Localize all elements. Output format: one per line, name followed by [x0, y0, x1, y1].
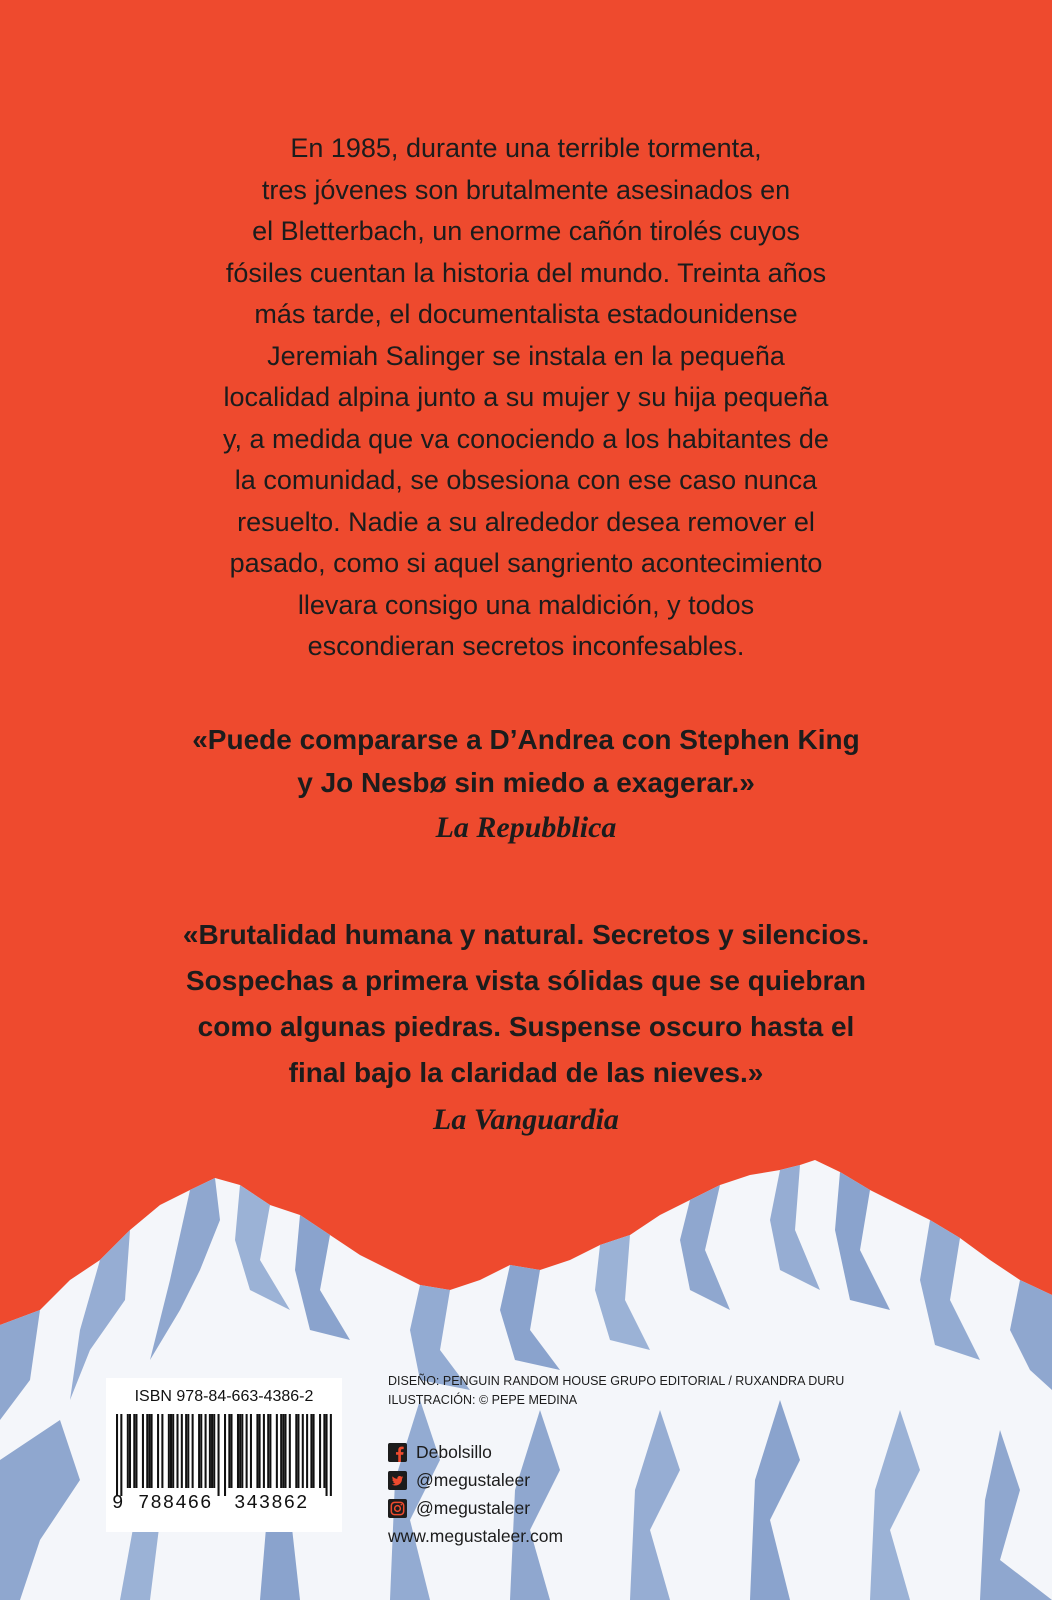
website-link[interactable]: www.megustaleer.com — [388, 1526, 564, 1546]
barcode-digit-group-2: 343862 — [234, 1492, 309, 1514]
facebook-icon — [388, 1443, 407, 1462]
design-credit: DISEÑO: PENGUIN RANDOM HOUSE GRUPO EDITORIAL / RUXANDRA DURU — [388, 1374, 845, 1388]
synopsis-line: resuelto. Nadie a su alrededor desea remover el — [237, 506, 815, 537]
quote-source: La Vanguardia — [433, 1103, 619, 1136]
synopsis-line: localidad alpina junto a su mujer y su hija pequeña — [223, 382, 829, 412]
synopsis-line: Jeremiah Salinger se instala en la pequeña — [267, 340, 785, 371]
quote-line: final bajo la claridad de las nieves.» — [288, 1057, 764, 1088]
barcode-bars — [116, 1414, 332, 1496]
quote-line: y Jo Nesbø sin miedo a exagerar.» — [297, 767, 755, 798]
twitter-label: @megustaleer — [416, 1469, 531, 1490]
illustration-credit: ILUSTRACIÓN: © PEPE MEDINA — [388, 1393, 578, 1407]
instagram-link[interactable] — [388, 1494, 688, 1522]
synopsis-line: el Bletterbach, un enorme cañón tirolés cuyos — [252, 216, 800, 246]
quote-source: La Repubblica — [435, 811, 617, 844]
barcode-box — [106, 1378, 342, 1532]
twitter-link[interactable] — [388, 1466, 688, 1494]
credits — [388, 1372, 948, 1410]
synopsis-line: fósiles cuentan la historia del mundo. Treinta años — [225, 257, 827, 288]
quote-line: «Brutalidad humana y natural. Secretos y silencios. — [182, 919, 870, 950]
quote-line: Sospechas a primera vista sólidas que se quiebran — [185, 965, 867, 996]
review-quote-2 — [130, 912, 922, 1144]
synopsis-line: En 1985, durante una terrible tormenta, — [290, 133, 762, 163]
synopsis-line: y, a medida que va conociendo a los habitantes de — [223, 423, 829, 454]
barcode-digit-first: 9 — [112, 1492, 124, 1514]
quote-line: como algunas piedras. Suspense oscuro hasta el — [197, 1011, 855, 1042]
facebook-link[interactable] — [388, 1438, 688, 1466]
synopsis-line: llevara consigo una maldición, y todos — [297, 589, 755, 620]
isbn-label: ISBN 978-84-663-4386-2 — [134, 1388, 314, 1405]
synopsis — [150, 128, 902, 668]
instagram-icon — [388, 1499, 407, 1518]
synopsis-line: escondieran secretos inconfesables. — [307, 631, 745, 661]
review-quote-1 — [130, 718, 922, 852]
barcode-digit-group-1: 788466 — [138, 1492, 213, 1514]
quote-line: «Puede compararse a D’Andrea con Stephen King — [192, 724, 860, 755]
synopsis-line: pasado, como si aquel sangriento acontecimiento — [229, 548, 823, 578]
instagram-label: @megustaleer — [416, 1497, 531, 1518]
social-links — [388, 1438, 688, 1550]
synopsis-line: tres jóvenes son brutalmente asesinados en — [261, 174, 791, 205]
synopsis-line: la comunidad, se obsesiona con ese caso nunca — [234, 465, 818, 495]
facebook-label: Debolsillo — [416, 1441, 492, 1462]
twitter-icon — [388, 1471, 407, 1490]
synopsis-line: más tarde, el documentalista estadounidense — [254, 299, 798, 329]
